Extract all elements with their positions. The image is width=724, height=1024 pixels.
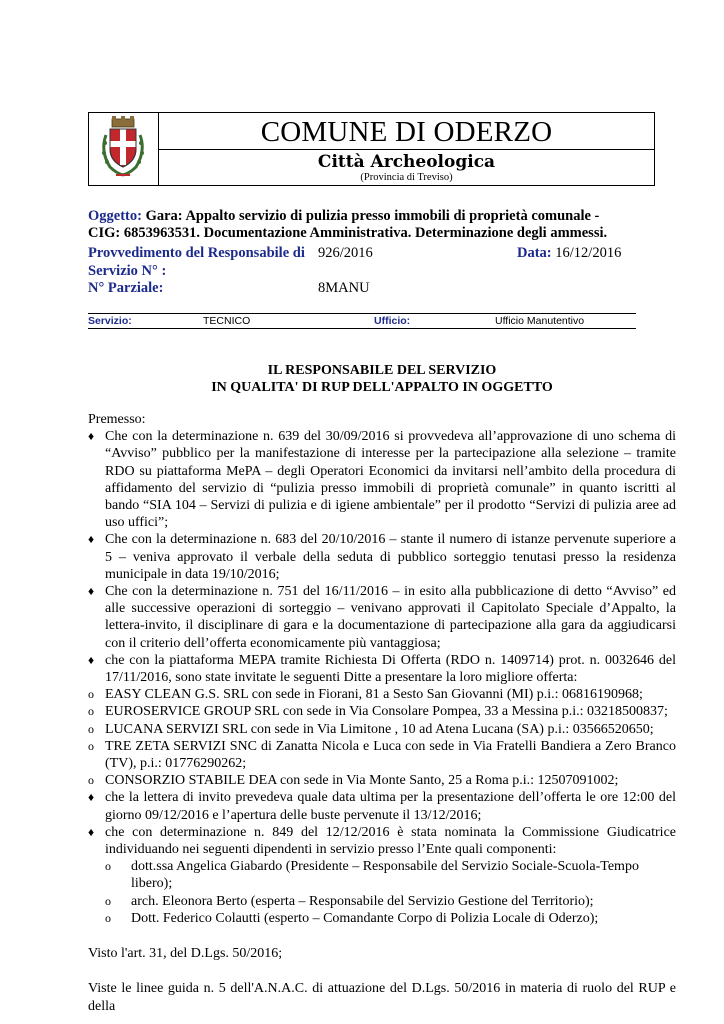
service-label: Servizio:	[88, 315, 132, 327]
circle-bullet-icon: o	[105, 859, 111, 874]
section-heading-1: IL RESPONSABILE DEL SERVIZIO	[267, 363, 497, 378]
list-item: ♦ che con la piattaforma MEPA tramite Richiesta Di Offerta (RDO n. 1409714) prot. n. 0032646 del 17/11/2016, sono state invitate le seguenti Ditte a presentare la loro migliore offerta:	[88, 652, 676, 686]
diamond-bullet-icon: ♦	[88, 429, 95, 444]
document-body	[88, 411, 676, 1015]
list-item: o TRE ZETA SERVIZI SNC di Zanatta Nicola e Luca con sede in Via Fratelli Bandiera a Zero Branco (TV), p.i.: 01776290262;	[88, 738, 676, 772]
circle-bullet-icon: o	[105, 910, 111, 925]
municipality-title: COMUNE DI ODERZO	[159, 113, 654, 150]
list-item: ♦ Che con la determinazione n. 751 del 16/11/2016 – in esito alla pubblicazione di detto “Avviso” ed alle successive operazioni di sorteggio – venivano approvati il Capitolato Speciale d’Appalto, la lettera-invito, il disciplinare di gara e la documentazione di partecipazione alla gara da aggiudicarsi con il criterio dell’offerta economicamente più vantaggiosa;	[88, 584, 676, 651]
list-item: ♦ Che con la determinazione n. 683 del 20/10/2016 – stante il numero di istanze pervenute superiore a 5 – veniva approvato il verbale della seduta di pubblico sorteggio tenutasi presso la residenza municipale in data 19/10/2016;	[88, 532, 676, 582]
circle-bullet-icon: o	[88, 704, 94, 719]
logo-cell	[89, 113, 159, 185]
visto-paragraph: Visto l'art. 31, del D.Lgs. 50/2016;	[88, 946, 283, 962]
provision-date-label: Data:	[517, 245, 552, 261]
list-item: o EUROSERVICE GROUP SRL con sede in Via Consolare Pompea, 33 a Messina p.i.: 03218500837;	[88, 704, 668, 720]
list-item: ♦ Che con la determinazione n. 639 del 30/09/2016 si provvedeva all’approvazione di uno schema di “Avviso” pubblico per la manifestazione di interesse per la partecipazione alla selezione – tramite RDO su piattaforma MePA – degli Operatori Economici da invitarsi nell’ambito della procedura di affidamento del servizio di “pulizia presso immobili di proprietà comunale” in quanto iscritti al bando “SIA 104 – Servizi di pulizia e di igiene ambientale” per il prodotto “Servizi di pulizia aree ad uso uffici”;	[88, 429, 676, 531]
provision-label-1: Provvedimento del Responsabile di	[88, 245, 305, 261]
circle-bullet-icon: o	[88, 773, 94, 788]
circle-bullet-icon: o	[88, 721, 94, 736]
list-item: ♦ che con determinazione n. 849 del 12/12/2016 è stata nominata la Commissione Giudicatrice individuando nei seguenti dipendenti in servizio presso l’Ente quali componenti:	[88, 824, 676, 858]
provision-date: 16/12/2016	[555, 245, 622, 261]
office-value: Ufficio Manutentivo	[495, 315, 585, 327]
partial-number-value: 8MANU	[318, 280, 370, 296]
service-office-bar	[88, 313, 636, 329]
list-item: ♦ che la lettera di invito prevedeva quale data ultima per la presentazione dell’offerta le ore 12:00 del giorno 09/12/2016 e l’apertura delle buste pervenute il 13/12/2016;	[88, 790, 676, 823]
office-label: Ufficio:	[374, 315, 411, 327]
circle-bullet-icon: o	[105, 893, 111, 908]
viste-paragraph: Viste le linee guida n. 5 dell'A.N.A.C. di attuazione del D.Lgs. 50/2016 in materia di ruolo del RUP e della	[88, 981, 676, 1014]
subject-line-1	[88, 208, 648, 225]
list-item: o LUCANA SERVIZI SRL con sede in Via Limitone , 10 ad Atena Lucana (SA) p.i.: 03566520650;	[88, 721, 654, 737]
provision-label-2: Servizio N° :	[88, 263, 167, 279]
subject-text-1: Gara: Appalto servizio di pulizia presso immobili di proprietà comunale -	[145, 208, 600, 224]
title-cell	[159, 113, 654, 185]
list-item: o EASY CLEAN G.S. SRL con sede in Fiorani, 81 a Sesto San Giovanni (MI) p.i.: 06816190968;	[88, 687, 643, 703]
premesso-label: Premesso:	[88, 412, 146, 427]
commission-member: o dott.ssa Angelica Giabardo (Presidente – Responsabile del Servizio Sociale-Scuola-Tempo libero);	[105, 859, 639, 892]
section-heading-2: IN QUALITA' DI RUP DELL'APPALTO IN OGGETTO	[211, 380, 553, 395]
provision-number: 926/2016	[318, 245, 373, 261]
list-item: o CONSORZIO STABILE DEA con sede in Via Monte Santo, 25 a Roma p.i.: 12507091002;	[88, 773, 619, 789]
subject-line-2: CIG: 6853963531. Documentazione Amministrativa. Determinazione degli ammessi.	[88, 225, 608, 241]
municipality-subtitle: Città Archeologica	[317, 152, 496, 172]
subject-block	[88, 208, 648, 242]
province-label: (Provincia di Treviso)	[360, 172, 453, 183]
circle-bullet-icon: o	[88, 687, 94, 702]
commission-member: o Dott. Federico Colautti (esperto – Comandante Corpo di Polizia Locale di Oderzo);	[105, 910, 599, 926]
commission-member: o arch. Eleonora Berto (esperta – Responsabile del Servizio Gestione del Territorio);	[105, 893, 594, 909]
diamond-bullet-icon: ♦	[88, 532, 95, 547]
diamond-bullet-icon: ♦	[88, 652, 95, 667]
partial-number-label: N° Parziale:	[88, 280, 164, 296]
circle-bullet-icon: o	[88, 738, 94, 753]
diamond-bullet-icon: ♦	[88, 790, 95, 805]
municipal-coat-of-arms-icon	[96, 115, 150, 181]
provision-date-row	[517, 245, 621, 262]
service-value: TECNICO	[203, 315, 251, 327]
diamond-bullet-icon: ♦	[88, 584, 95, 599]
subject-label: Oggetto:	[88, 208, 142, 224]
diamond-bullet-icon: ♦	[88, 824, 95, 839]
document-header	[88, 112, 655, 186]
